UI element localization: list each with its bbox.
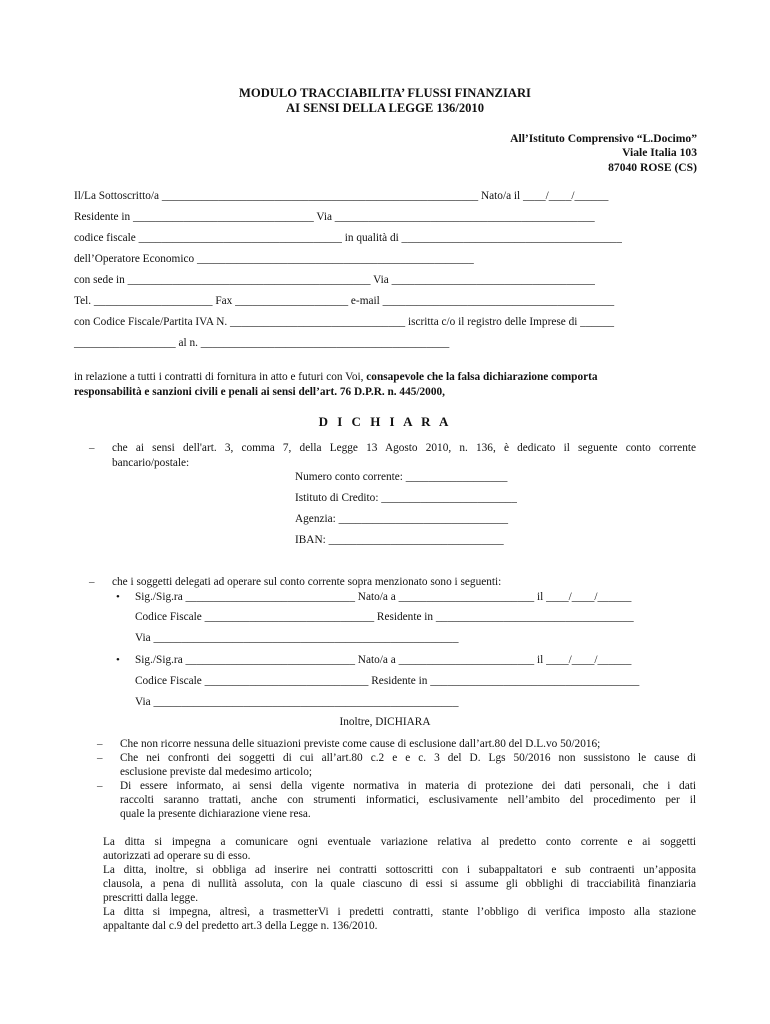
relation-bold-text: consapevole che la falsa dichiarazione comporta bbox=[366, 371, 598, 383]
form-line-headquarters[interactable]: con sede in ___________________________________________ Via ____________________________________ bbox=[74, 274, 595, 286]
recipient-school: All’Istituto Comprensivo “L.Docimo” bbox=[510, 132, 697, 145]
declaration-privacy-continued: raccolti saranno trattati, anche con strumenti informatici, esclusivamente nell’ambito del procedimento per il bbox=[120, 794, 696, 806]
closing-paragraph-3: La ditta si impegna, altresì, a trasmetterVi i predetti contratti, stante l’obbligo di verifica imposto alla stazione bbox=[103, 906, 696, 918]
dash-marker: – bbox=[89, 576, 95, 588]
form-line-name[interactable]: Il/La Sottoscritto/a ________________________________________________________ Nato/a il ____/____/______ bbox=[74, 190, 609, 202]
relation-statement-continued: responsabilità e sanzioni civili e penali ai sensi dell’art. 76 D.P.R. n. 445/2000, bbox=[74, 386, 445, 398]
form-line-contacts[interactable]: Tel. _____________________ Fax ____________________ e-mail _________________________________________ bbox=[74, 295, 615, 307]
delegate1-address-line[interactable]: Via ______________________________________________________ bbox=[135, 632, 459, 644]
closing-paragraph-3-end: appaltante dal c.9 del predetto art.3 della Legge n. 136/2010. bbox=[103, 920, 378, 932]
inoltre-heading: Inoltre, DICHIARA bbox=[339, 716, 431, 728]
bullet-marker: • bbox=[116, 654, 120, 666]
bank-institute-field[interactable]: Istituto di Credito: ________________________ bbox=[295, 492, 517, 504]
dash-marker: – bbox=[97, 738, 103, 750]
closing-paragraph-2-end: prescritti dalla legge. bbox=[103, 892, 199, 904]
iban-field[interactable]: IBAN: _______________________________ bbox=[295, 534, 504, 546]
declaration-privacy-end: quale la presente dichiarazione viene resa. bbox=[120, 808, 311, 820]
dash-marker: – bbox=[89, 442, 95, 454]
dichiara-heading: D I C H I A R A bbox=[318, 414, 452, 429]
form-title: MODULO TRACCIABILITA’ FLUSSI FINANZIARI bbox=[239, 86, 531, 100]
form-line-vat[interactable]: con Codice Fiscale/Partita IVA N. _______________________________ iscritta c/o il registro delle Imprese di ______ bbox=[74, 316, 615, 328]
declaration-subjects: Che nei confronti dei soggetti di cui all’art.80 c.2 e e c. 3 del D. Lgs 50/2016 non sussistono le cause di bbox=[120, 752, 696, 764]
delegate1-name-line[interactable]: Sig./Sig.ra ______________________________ Nato/a a ________________________ il ____/____/______ bbox=[135, 591, 632, 603]
item1-text: che ai sensi dell'art. 3, comma 7, della Legge 13 Agosto 2010, n. 136, è dedicato il seguente conto corrente bbox=[112, 442, 696, 454]
form-line-fiscal-code[interactable]: codice fiscale ____________________________________ in qualità di _______________________________________ bbox=[74, 232, 622, 244]
agency-field[interactable]: Agenzia: ______________________________ bbox=[295, 513, 509, 525]
closing-paragraph-2-continued: clausola, a pena di nullità assoluta, con la quale ciascuno di essi si assume gli obblighi di tracciabilità finanziaria bbox=[103, 878, 696, 890]
declaration-subjects-continued: esclusione previste dal medesimo articolo; bbox=[120, 766, 312, 778]
closing-paragraph-1-end: autorizzati ad operare su di esso. bbox=[103, 850, 251, 862]
delegate2-name-line[interactable]: Sig./Sig.ra ______________________________ Nato/a a ________________________ il ____/____/______ bbox=[135, 654, 632, 666]
recipient-city: 87040 ROSE (CS) bbox=[608, 161, 697, 174]
account-number-field[interactable]: Numero conto corrente: __________________ bbox=[295, 471, 508, 483]
form-line-register-number[interactable]: __________________ al n. ____________________________________________ bbox=[74, 337, 450, 349]
relation-normal-text: in relazione a tutti i contratti di fornitura in atto e futuri con Voi, bbox=[74, 371, 367, 383]
form-subtitle: AI SENSI DELLA LEGGE 136/2010 bbox=[285, 101, 485, 115]
delegate2-address-line[interactable]: Via ______________________________________________________ bbox=[135, 696, 459, 708]
declaration-privacy: Di essere informato, ai sensi della vigente normativa in materia di protezione dei dati personali, che i dati bbox=[120, 780, 696, 792]
delegate2-fiscal-line[interactable]: Codice Fiscale _____________________________ Residente in _____________________________________ bbox=[135, 675, 640, 687]
dash-marker: – bbox=[97, 752, 103, 764]
delegate1-fiscal-line[interactable]: Codice Fiscale ______________________________ Residente in ___________________________________ bbox=[135, 611, 634, 623]
form-line-residence[interactable]: Residente in ________________________________ Via ______________________________________________ bbox=[74, 211, 595, 223]
item1-text-continued: bancario/postale: bbox=[112, 457, 190, 469]
closing-paragraph-2: La ditta, inoltre, si obbliga ad inserire nei contratti sottoscritti con i subappaltatori e sub contraenti un’apposita bbox=[103, 864, 696, 876]
dash-marker: – bbox=[97, 780, 103, 792]
closing-paragraph-1: La ditta si impegna a comunicare ogni eventuale variazione relativa al predetto conto corrente e ai soggetti bbox=[103, 836, 696, 848]
recipient-street: Viale Italia 103 bbox=[622, 146, 697, 159]
item2-text: che i soggetti delegati ad operare sul conto corrente sopra menzionato sono i seguenti: bbox=[112, 576, 502, 588]
form-line-operator[interactable]: dell’Operatore Economico _________________________________________________ bbox=[74, 253, 474, 265]
relation-statement bbox=[74, 371, 598, 383]
declaration-exclusion: Che non ricorre nessuna delle situazioni previste come cause di esclusione dall’art.80 del D.L.vo 50/2016; bbox=[120, 738, 601, 750]
bullet-marker: • bbox=[116, 591, 120, 603]
